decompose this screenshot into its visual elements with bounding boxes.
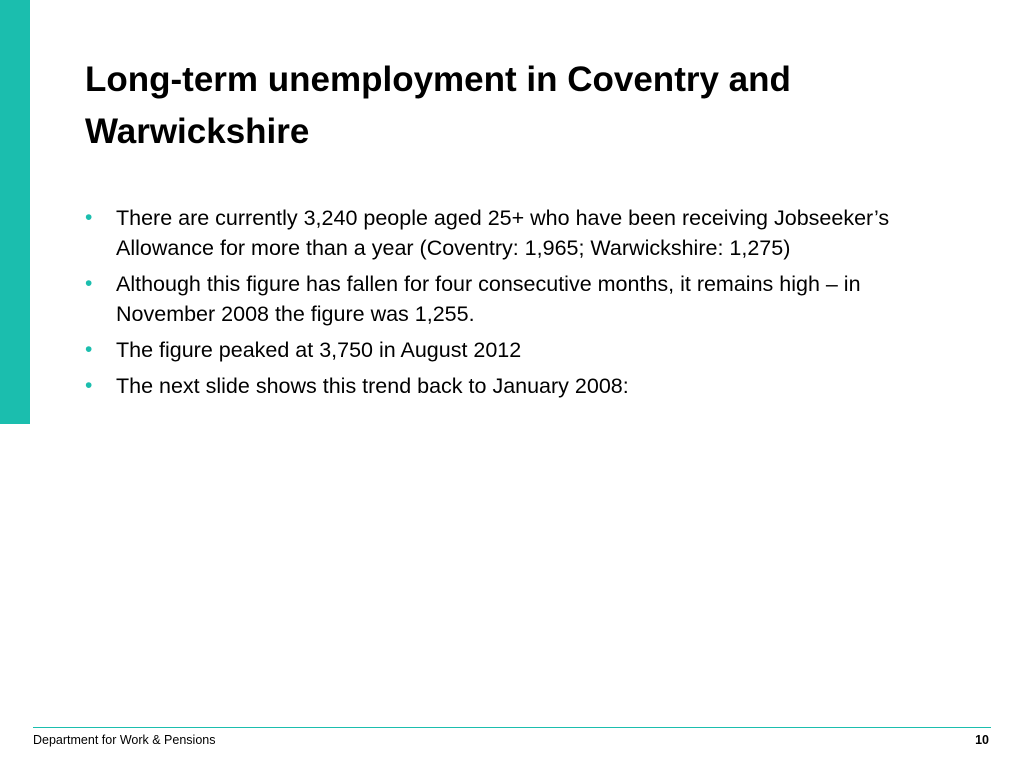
bullet-icon: • bbox=[85, 338, 93, 361]
bullet-list bbox=[85, 203, 915, 407]
bullet-item bbox=[85, 371, 915, 401]
footer-organisation: Department for Work & Pensions bbox=[33, 733, 216, 747]
bullet-text: The figure peaked at 3,750 in August 2012 bbox=[116, 338, 522, 362]
accent-bar bbox=[0, 0, 30, 424]
footer-divider bbox=[33, 727, 991, 728]
bullet-icon: • bbox=[85, 206, 93, 229]
bullet-icon: • bbox=[85, 374, 93, 397]
bullet-text: There are currently 3,240 people aged 25+ who have been receiving Jobseeker’s Allowance for more than a year (Coventry: 1,965; Warwickshire: 1,275) bbox=[116, 206, 890, 260]
bullet-text: The next slide shows this trend back to January 2008: bbox=[116, 374, 629, 398]
page-number: 10 bbox=[975, 733, 989, 747]
bullet-icon: • bbox=[85, 272, 93, 295]
bullet-text: Although this figure has fallen for four consecutive months, it remains high – in November 2008 the figure was 1,255. bbox=[116, 272, 861, 326]
slide-title: Long-term unemployment in Coventry and Warwickshire bbox=[85, 60, 791, 151]
bullet-item bbox=[85, 203, 915, 263]
bullet-item bbox=[85, 269, 915, 329]
bullet-item bbox=[85, 335, 915, 365]
